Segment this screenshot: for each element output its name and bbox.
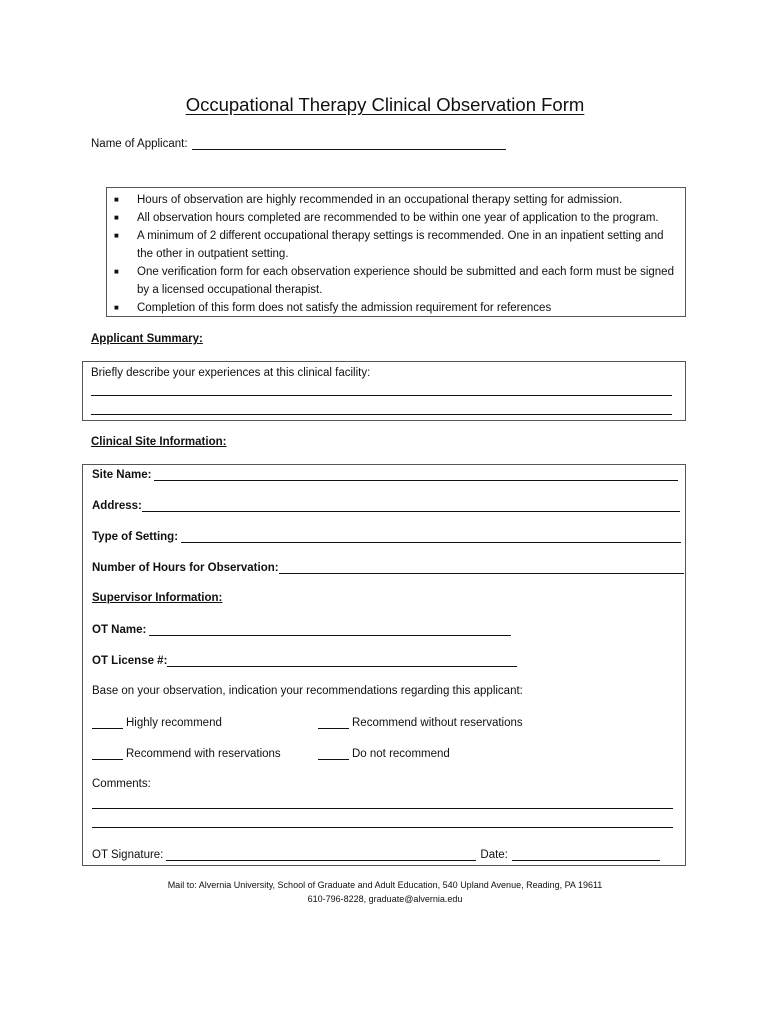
bullet-icon: ■ (114, 231, 119, 240)
option-highly-recommend: Highly recommend (92, 716, 222, 729)
note-item: ■ Completion of this form does not satisfy the admission requirement for references (107, 299, 677, 317)
site-name-label: Site Name: (92, 469, 152, 481)
ot-name-row (92, 623, 511, 636)
summary-prompt: Briefly describe your experiences at this clinical facility: (91, 367, 371, 379)
ot-license-field[interactable] (167, 654, 517, 667)
applicant-name-row (91, 137, 506, 150)
note-item: ■ A minimum of 2 different occupational therapy settings is recommended. One in an inpatient setting and the other in outpatient setting. (107, 227, 677, 263)
option-recommend-with-reservations: Recommend with reservations (92, 747, 281, 760)
date-field[interactable] (512, 848, 660, 861)
date-label: Date: (480, 849, 508, 861)
address-field[interactable] (142, 499, 680, 512)
note-item: ■ All observation hours completed are recommended to be within one year of application to the program. (107, 209, 677, 227)
ot-name-field[interactable] (149, 623, 511, 636)
recommend-without-reservations-blank[interactable] (318, 716, 349, 729)
clinical-site-heading: Clinical Site Information: (91, 436, 227, 448)
applicant-summary-heading: Applicant Summary: (91, 333, 203, 345)
summary-line-1[interactable] (91, 395, 672, 396)
bullet-icon: ■ (114, 267, 119, 276)
applicant-summary-box (82, 361, 686, 421)
notes-box (106, 187, 686, 317)
page-title: Occupational Therapy Clinical Observation Form (185, 94, 585, 115)
comments-line-2[interactable] (92, 827, 673, 828)
recommendation-prompt: Base on your observation, indication your recommendations regarding this applicant: (92, 685, 523, 697)
hours-row (92, 561, 684, 574)
ot-license-label: OT License #: (92, 655, 168, 667)
supervisor-heading: Supervisor Information: (92, 592, 223, 604)
option-recommend-without-reservations: Recommend without reservations (318, 716, 523, 729)
type-of-setting-field[interactable] (181, 530, 681, 543)
comments-label: Comments: (92, 778, 151, 790)
bullet-icon: ■ (114, 195, 119, 204)
note-item: ■ Hours of observation are highly recommended in an occupational therapy setting for admission. (107, 191, 677, 209)
highly-recommend-blank[interactable] (92, 716, 123, 729)
footer-contact: 610-796-8228, graduate@alvernia.edu (307, 894, 463, 904)
hours-label: Number of Hours for Observation: (92, 562, 279, 574)
ot-name-label: OT Name: (92, 624, 147, 636)
address-label: Address: (92, 500, 142, 512)
comments-line-1[interactable] (92, 808, 673, 809)
do-not-recommend-blank[interactable] (318, 747, 349, 760)
notes-list (107, 191, 677, 317)
ot-license-row (92, 654, 517, 667)
bullet-icon: ■ (114, 213, 119, 222)
note-item: ■ One verification form for each observation experience should be submitted and each form must be signed by a licensed occupational therapist. (107, 263, 677, 299)
ot-signature-label: OT Signature: (92, 849, 164, 861)
applicant-name-field[interactable] (192, 137, 506, 150)
site-name-row (92, 468, 678, 481)
clinical-site-box (82, 464, 686, 866)
footer-address: Mail to: Alvernia University, School of Graduate and Adult Education, 540 Upland Avenue, Reading, PA 19611 (167, 880, 603, 890)
site-name-field[interactable] (154, 468, 678, 481)
recommend-with-reservations-blank[interactable] (92, 747, 123, 760)
address-row (92, 499, 680, 512)
type-of-setting-label: Type of Setting: (92, 531, 179, 543)
bullet-icon: ■ (114, 303, 119, 312)
summary-line-2[interactable] (91, 414, 672, 415)
ot-signature-field[interactable] (166, 848, 476, 861)
type-of-setting-row (92, 530, 681, 543)
hours-field[interactable] (279, 561, 684, 574)
option-do-not-recommend: Do not recommend (318, 747, 450, 760)
applicant-name-label: Name of Applicant: (91, 138, 188, 150)
signature-row (92, 848, 660, 861)
